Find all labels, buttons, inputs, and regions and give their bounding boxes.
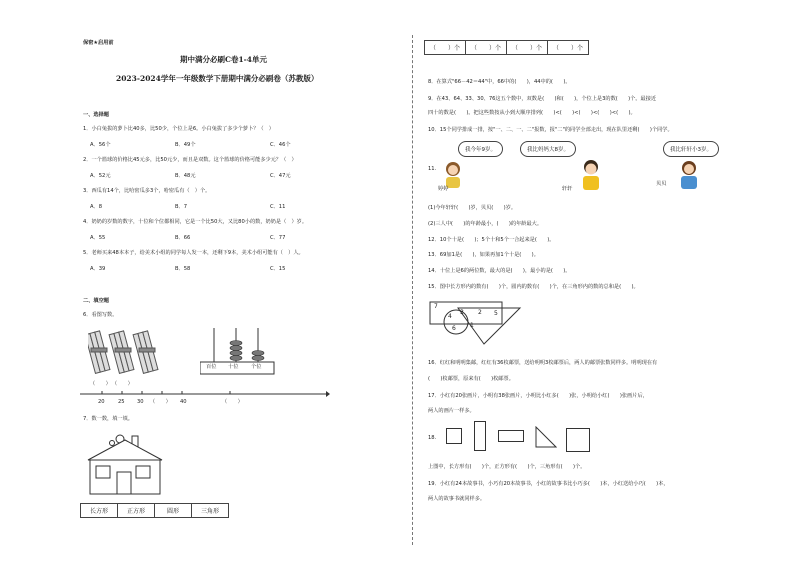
teacher-avatar-icon <box>676 159 702 189</box>
name-beibei: 贝贝 <box>656 181 667 187</box>
section-heading-fill: 二、填空题 <box>83 298 109 304</box>
option-3a: A．8 <box>90 204 103 210</box>
stick-bundle-icon <box>88 331 110 374</box>
question-5: 5．老师买来48本本子，给美术小组的同学每人发一本，还剩下9本，美术小组可能有（ ）人。 <box>83 250 304 256</box>
question-19-line2: 两人的故事书就同样多。 <box>428 496 486 502</box>
question-6: 6．看图写数。 <box>83 312 118 318</box>
tick-40: 40 <box>180 399 187 405</box>
option-2b: B．48元 <box>175 173 196 179</box>
section-heading-choice: 一、选择题 <box>83 112 109 118</box>
top-table-cell: （ ）个 <box>466 41 507 55</box>
question-11-part1: (1)今年轩轩( )岁，贝贝( )岁。 <box>428 205 517 211</box>
top-table-cell: （ ）个 <box>507 41 548 55</box>
triangle-shape <box>535 426 557 448</box>
option-3b: B．7 <box>175 204 188 210</box>
question-11-part2: (2)三人中( )的年龄最小，( )的年龄最大。 <box>428 221 543 227</box>
question-12: 12．10个十是( )；5个十和5个一合起来是( )。 <box>428 237 555 243</box>
question-15: 15．图中长方形内的数有( )个，圆内的数有( )个，在三角形内的数的总和是( )。 <box>428 284 639 290</box>
top-table-cell: （ ）个 <box>425 41 466 55</box>
option-1a: A．56个 <box>90 142 111 148</box>
column-divider <box>412 35 413 545</box>
blank-6a: （ ） <box>90 381 111 387</box>
question-19-line1: 19．小红有24本故事书，小巧有20本故事书，小红的故事书比小巧多( )本，小红送给小巧( )本， <box>428 481 669 487</box>
question-4: 4．奶奶的岁数的数字，十位和个位都相同，它是一个比50大，又比80小的数，奶奶是（ ）岁。 <box>83 219 308 225</box>
boy-avatar-icon <box>577 158 605 190</box>
wide-rectangle-shape <box>498 430 524 442</box>
abacus-label-hundreds: 百位 <box>206 364 217 370</box>
name-tingting: 婷婷 <box>438 186 449 192</box>
question-9-line2: 四十的数是( )。把这些数按从小到大顺序排列( )<( )<( )<( )<( )。 <box>428 110 636 116</box>
diagram-number: 7 <box>434 303 438 310</box>
diagram-number: 2 <box>478 309 482 316</box>
blank-6b: （ ） <box>112 381 133 387</box>
diagram-number: 1 <box>470 322 474 329</box>
question-13: 13．69加1是( )，如果再加1个十是( )。 <box>428 252 539 258</box>
question-16-line1: 16．红红和明明集邮，红红有36枚邮票，送给明明3枚邮票后，两人的邮票张数同样多。明明现在有 <box>428 360 658 366</box>
abacus-label-ones: 个位 <box>251 364 262 370</box>
diagram-number: 5 <box>494 310 498 317</box>
question-11-label: 11. <box>428 166 437 172</box>
girl-avatar-icon <box>440 160 466 188</box>
question-2: 2．一个篮球的价格比45元多，比50元少，而且是双数。这个篮球的价格可能多少元？（ ） <box>83 157 297 163</box>
question-1: 1．小白兔拔的萝卜比40多，比50少，个位上是6。小白兔拔了多少个萝卜？（ ） <box>83 126 274 132</box>
option-5b: B．58 <box>175 266 191 272</box>
stick-bundle-icon <box>109 331 134 374</box>
question-3: 3．西瓜有14个，比哈密瓜多3个，哈密瓜有（ ）个。 <box>83 188 211 194</box>
shape-count-table <box>80 503 229 518</box>
question-10: 10．15个同学排成一排，按"一、二、一、二"报数，报"二"的同学全部走出，现在队里还剩( )个同学。 <box>428 127 673 133</box>
exam-title: 期中满分必刷C卷1-4单元 <box>180 55 268 64</box>
option-3c: C．11 <box>270 204 286 210</box>
confidential-mark: 保密★启用前 <box>83 40 114 46</box>
option-1b: B．49个 <box>175 142 196 148</box>
option-5a: A．39 <box>90 266 106 272</box>
shape-count-label-square: 正方形 <box>118 504 155 518</box>
abacus-label-tens: 十位 <box>228 364 239 370</box>
option-1c: C．46个 <box>270 142 291 148</box>
question-17-line1: 17．小红有20张画片，小明有38张画片，小明比小红多( )张，小明给小红( )张画片后， <box>428 393 648 399</box>
diagram-number: 6 <box>452 325 456 332</box>
exam-subtitle: 2023-2024学年一年级数学下册期中满分必刷卷（苏教版） <box>116 74 319 83</box>
speech-bubble-beibei: 我比轩轩小3岁。 <box>663 141 719 157</box>
option-2c: C．47元 <box>270 173 291 179</box>
question-14: 14．十位上是6的两位数，最大的是( )，最小的是( )。 <box>428 268 571 274</box>
question-18: 上图中，长方形有( )个，正方形有( )个，三角形有( )个。 <box>428 464 586 470</box>
question-7: 7．数一数，填一填。 <box>83 416 133 422</box>
name-xuanxuan: 轩轩 <box>562 186 573 192</box>
large-square-shape <box>566 428 590 452</box>
shape-count-label-rectangle: 长方形 <box>81 504 118 518</box>
speech-bubble-tingting: 我今年9岁。 <box>458 141 503 157</box>
question-8: 8．在算式"66－42＝44"中，66中的( )，44中的( )。 <box>428 79 571 85</box>
stick-bundles-illustration <box>88 328 168 378</box>
option-4c: C．77 <box>270 235 286 241</box>
option-4a: A．55 <box>90 235 106 241</box>
stick-bundle-icon <box>133 331 158 374</box>
option-5c: C．15 <box>270 266 286 272</box>
tick-blank-b: （ ） <box>222 399 243 405</box>
diagram-number: 3 <box>460 309 464 316</box>
tick-blank-a: （ ） <box>150 399 171 405</box>
tick-20: 20 <box>98 399 105 405</box>
tick-30: 30 <box>137 399 144 405</box>
question-16-line2: ( )枚邮票，原来有( )枚邮票。 <box>428 376 514 382</box>
top-answer-table <box>424 40 589 55</box>
question-17-line2: 两人的画片一样多。 <box>428 408 475 414</box>
option-4b: B．66 <box>175 235 191 241</box>
question-9-line1: 9．在43、64、33、30、76这五个数中，双数是( )和( )，个位上是3的数( )个。最接近 <box>428 96 657 102</box>
shape-count-label-circle: 圆形 <box>155 504 192 518</box>
top-table-cell: （ ）个 <box>548 41 589 55</box>
shapes-overlap-diagram <box>428 300 528 345</box>
shape-count-label-triangle: 三角形 <box>192 504 229 518</box>
question-18-label: 18. <box>428 435 437 441</box>
tick-25: 25 <box>118 399 125 405</box>
speech-bubble-xuanxuan: 我比妈妈大8岁。 <box>520 141 576 157</box>
house-illustration <box>80 430 170 498</box>
tall-rectangle-shape <box>474 421 486 451</box>
option-2a: A．52元 <box>90 173 111 179</box>
square-shape <box>446 428 462 444</box>
diagram-number: 4 <box>448 313 452 320</box>
